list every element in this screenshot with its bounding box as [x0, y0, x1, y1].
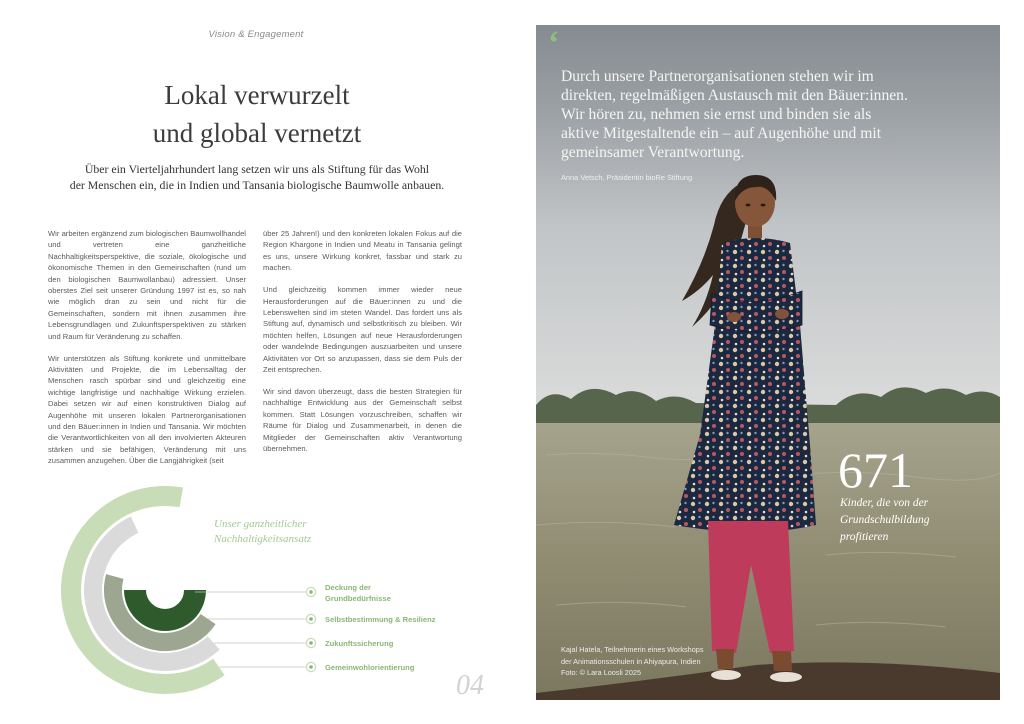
page-subtitle-line-2: der Menschen ein, die in Indien und Tansania biologische Baumwolle anbauen. [69, 177, 445, 192]
eye [761, 204, 766, 207]
diagram-title-line-2: Nachhaltigkeitsansatz [214, 533, 312, 545]
leg [716, 649, 734, 669]
page-title-line-1: Lokal verwurzelt [164, 80, 350, 110]
page-title-line-2: und global vernetzt [152, 118, 362, 148]
pull-quote [561, 67, 991, 162]
label-dot-center [309, 617, 313, 621]
paragraph: Wir unterstützen als Stiftung konkrete und unmittelbare Aktivitäten und Projekte, die im Lebensalltag der Menschen rasch spürbar sind und gleichzeitig eine wichtige langfristige und nachhaltige Wirkung erzielen. Dabei setzen wir auf einen konstruktiven Dialog auf Augenhöhe mit unseren lokalen Partnerorganisationen und den Bäuer:innen in Indien und Tansania. Wir möchten die Verantwortlichkeiten von all den involvierten Akteuren stärken und sie befähigen, Veränderung mit uns zusammen anzugehen. Über die Langjährigkeit (seit [48, 353, 246, 466]
ring-label-zukunftssicherung: Zukunftssicherung [325, 639, 394, 648]
paragraph: Wir sind davon überzeugt, dass die besten Strategien für nachhaltige Entwicklung aus der Gemeinschaft selbst kommen. Statt Lösungen vorzuschreiben, schaffen wir Räume für Dialog und Zusammenarbeit, in denen die Mitglieder der Gemeinschaften aktiv Verantwortung übernehmen. [263, 386, 462, 453]
pull-quote-line: aktive Mitgestaltende ein – auf Augenhöhe und mit [561, 125, 882, 142]
page-number: 04 [456, 670, 484, 701]
label-dot-center [309, 590, 313, 594]
photo-caption-line: Kajal Hatela, Teilnehmerin eines Workshops [561, 645, 704, 654]
sandal [770, 672, 802, 682]
paragraph: über 25 Jahren!) und den konkreten lokalen Fokus auf die Region Khargone in Indien und Meatu in Tansania gelingt es uns, unsere Wirkung konkret, fassbar und stark zu machen. [263, 229, 462, 273]
ring-label-selbstbestimmung: Selbstbestimmung & Resilienz [325, 615, 436, 624]
ring-label-deckung-line-1: Deckung der [325, 583, 371, 592]
paragraph: Und gleichzeitig kommen immer wieder neue Herausforderungen auf die Bäuer:innen zu und die Lebenswelten sind im steten Wandel. Das fordert uns als Stiftung auf, dynamisch und selbstkritisch zu bleiben. Wir möchten helfen, Lösungen auf neue Herausforderungen oder wandelnde Bedingungen auszuarbeiten und unsere Aktivitäten vor Ort so anzupassen, dass sie dem Puls der Zeit entsprechen. [263, 285, 462, 374]
quote-attribution: Anna Vetsch, Präsidentin bioRe Stiftung [561, 173, 693, 182]
stat-label-line: Grundschulbildung [840, 514, 930, 526]
ring-deckung-grundbeduerfnisse [135, 590, 195, 620]
quote-mark-icon: ‘ [548, 25, 560, 62]
photo-caption-line: Foto: © Lara Loosli 2025 [561, 668, 642, 677]
paragraph: Wir arbeiten ergänzend zum biologischen Baumwollhandel und vertreten eine ganzheitliche Nachhaltigkeitsperspektive, die soziale, ökologische und ökonomische Themen in den Gemeinschaften (rund um den biologischen Baumwollanbau) adressiert. Unser oberstes Ziel seit unserer Gründung 1997 ist es, so nah wie möglich dran zu sein und nicht für die Gemeinschaften, sondern mit ihnen zusammen ihre Lebensgrundlagen und Zukunftsperspektiven zu stärken und Raum für Veränderung zu schaffen. [48, 229, 246, 341]
stat-label-line: Kinder, die von der [840, 497, 929, 509]
hand [775, 309, 789, 319]
page-subtitle-line-1: Über ein Vierteljahrhundert lang setzen wir uns als Stiftung für das Wohl [84, 162, 430, 176]
stat-value: 671 [838, 442, 913, 498]
section-label: Vision & Engagement [208, 29, 304, 40]
feature-photo [536, 25, 1000, 700]
pull-quote-line: Durch unsere Partnerorganisationen stehen wir im [561, 68, 874, 85]
ring-label-deckung-line-2: Grundbedürfnisse [325, 594, 391, 603]
eye [746, 204, 751, 207]
stat-label [840, 495, 929, 546]
pull-quote-line: Wir hören zu, nehmen sie ernst und binden sie als [561, 106, 872, 123]
label-dot-center [309, 641, 313, 645]
pull-quote-line: gemeinsamer Verantwortung. [561, 144, 745, 161]
photo-caption-line: der Animationsschulen in Ahiyapura, Indien [561, 656, 701, 666]
leg [772, 651, 792, 671]
diagram-title-line-1: Unser ganzheitlicher [214, 518, 307, 530]
photo-caption [561, 644, 704, 679]
stat-label-line: profitieren [840, 531, 889, 543]
label-dot-center [309, 665, 313, 669]
ring-label-gemeinwohlorientierung: Gemeinwohlorientierung [325, 663, 415, 672]
pull-quote-line: direkten, regelmäßigen Austausch mit den Bäuer:innen. [561, 87, 908, 104]
sandal [711, 670, 741, 680]
hand [727, 312, 741, 322]
